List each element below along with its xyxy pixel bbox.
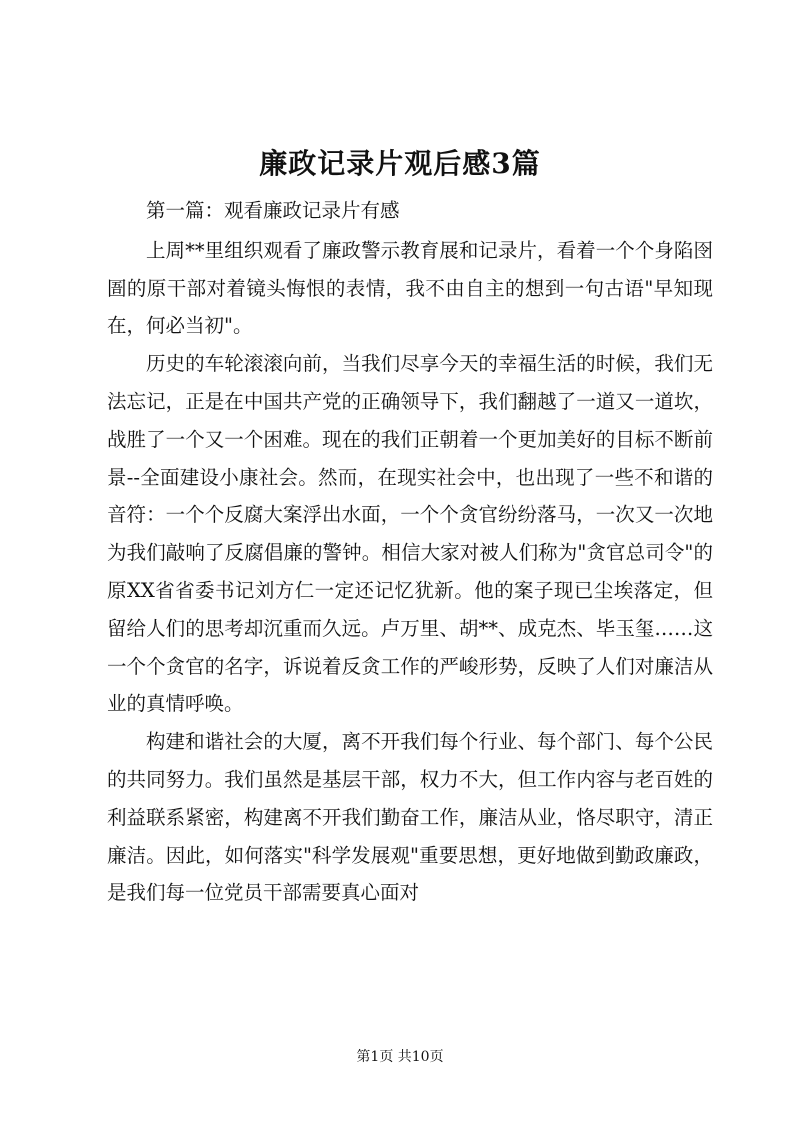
document-title: 廉政记录片观后感3篇 (259, 147, 541, 180)
document-body (107, 192, 713, 912)
section-heading: 第一篇：观看廉政记录片有感 (146, 199, 400, 222)
page-footer: 第1页 共10页 (356, 1049, 444, 1065)
paragraph-2: 历史的车轮滚滚向前，当我们尽享今天的幸福生活的时候，我们无法忘记，正是在中国共产党的正确领导下，我们翻越了一道又一道坎，战胜了一个又一个困难。现在的我们正朝着一个更加美好的目标不断前景--全面建设小康社会。然而，在现实社会中，也出现了一些不和谐的音符：一个个反腐大案浮出水面，一个个贪官纷纷落马，一次又一次地为我们敲响了反腐倡廉的警钟。相信大家对被人们称为"贪官总司令"的原XX省省委书记刘方仁一定还记忆犹新。他的案子现已尘埃落定，但留给人们的思考却沉重而久远。卢万里、胡**、成克杰、毕玉玺……这一个个贪官的名字，诉说着反贪工作的严峻形势，反映了人们对廉洁从业的真情呼唤。 (107, 352, 713, 716)
paragraph-3: 构建和谐社会的大厦，离不开我们每个行业、每个部门、每个公民的共同努力。我们虽然是基层干部，权力不大，但工作内容与老百姓的利益联系紧密，构建离不开我们勤奋工作，廉洁从业，恪尽职守，清正廉洁。因此，如何落实"科学发展观"重要思想，更好地做到勤政廉政，是我们每一位党员干部需要真心面对 (107, 730, 713, 905)
paragraph-1: 上周**里组织观看了廉政警示教育展和记录片，看着一个个身陷囹圄的原干部对着镜头悔恨的表情，我不由自主的想到一句古语"早知现在，何必当初"。 (107, 238, 713, 338)
